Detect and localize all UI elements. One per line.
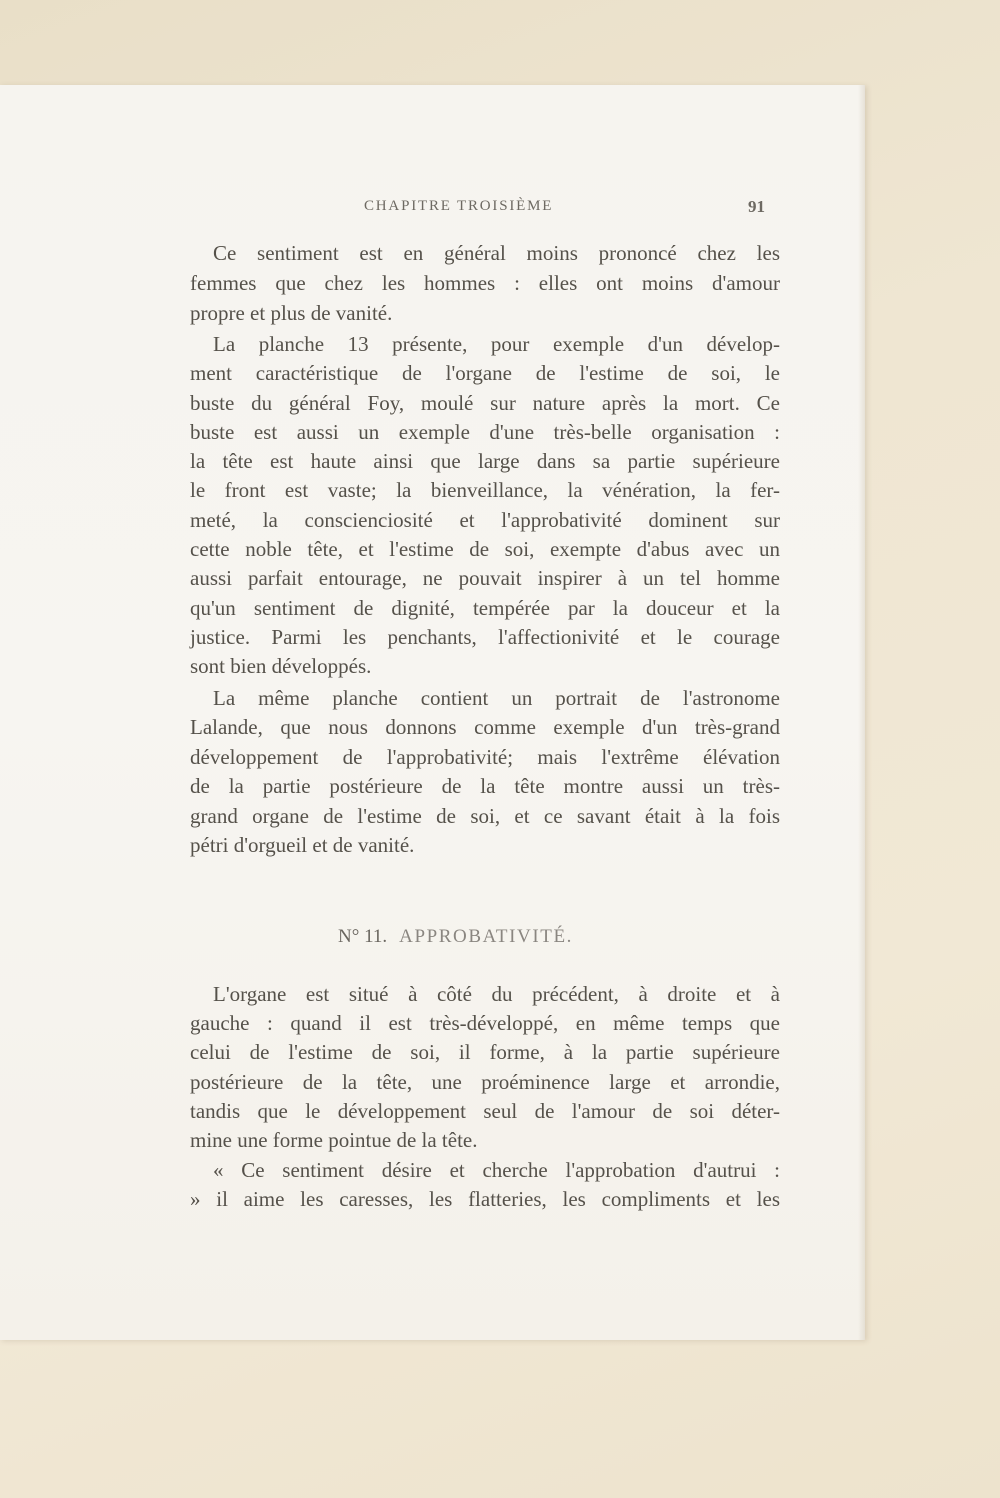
text-line: le front est vaste; la bienveillance, la vénération, la fer- [190,478,780,503]
section-heading [338,926,573,948]
paragraph [190,1156,780,1214]
text-line: La planche 13 présente, pour exemple d'un dévelop- [213,332,780,356]
text-line: propre et plus de vanité. [190,301,393,325]
text-line: pétri d'orgueil et de vanité. [190,833,415,858]
text-line: aussi parfait entourage, ne pouvait inspirer à un tel homme [190,566,780,591]
text-line: gauche : quand il est très-développé, en même temps que [190,1011,780,1036]
text-line: cette noble tête, et l'estime de soi, exempte d'abus avec un [190,537,780,562]
text-line: postérieure de la tête, une proéminence large et arrondie, [190,1069,780,1094]
text-line: de la partie postérieure de la tête montre aussi un très- [190,774,780,799]
text-line: « Ce sentiment désire et cherche l'approbation d'autrui : [213,1158,780,1182]
text-line: ment caractéristique de l'organe de l'estime de soi, le [190,361,780,386]
text-line: la tête est haute ainsi que large dans sa partie supérieure [190,449,780,474]
text-line: qu'un sentiment de dignité, tempérée par la douceur et la [190,595,780,620]
text-line: meté, la conscienciosité et l'approbativité dominent sur [190,507,780,532]
paragraph [190,238,780,328]
text-line: Lalande, que nous donnons comme exemple d'un très-grand [190,715,780,740]
text-line: celui de l'estime de soi, il forme, à la partie supérieure [190,1040,780,1065]
text-line: buste est aussi un exemple d'une très-belle organisation : [190,419,780,444]
paragraph [190,684,780,860]
text-line: développement de l'approbativité; mais l'extrême élévation [190,744,780,769]
text-line: grand organe de l'estime de soi, et ce savant était à la fois [190,803,780,828]
text-line: femmes que chez les hommes : elles ont moins d'amour [190,271,780,295]
text-line: buste du général Foy, moulé sur nature après la mort. Ce [190,390,780,415]
text-line: Ce sentiment est en général moins prononcé chez les [213,241,780,265]
paragraph [190,330,780,682]
text-line: tandis que le développement seul de l'amour de soi déter- [190,1098,780,1123]
text-line: » il aime les caresses, les flatteries, les compliments et les [190,1187,780,1211]
running-title: CHAPITRE TROISIÈME [364,198,554,214]
section-title: APPROBATIVITÉ. [399,926,574,947]
text-line: mine une forme pointue de la tête. [190,1128,478,1153]
page-number: 91 [748,197,765,216]
section-number: N° 11. [338,926,388,947]
text-line: justice. Parmi les penchants, l'affectionivité et le courage [190,624,780,649]
text-line: sont bien développés. [190,654,372,679]
paragraph [190,980,780,1155]
tissue-fold-edge [858,85,865,1340]
text-line: La même planche contient un portrait de l'astronome [213,686,780,710]
text-line: L'organe est situé à côté du précédent, à droite et à [213,982,780,1006]
